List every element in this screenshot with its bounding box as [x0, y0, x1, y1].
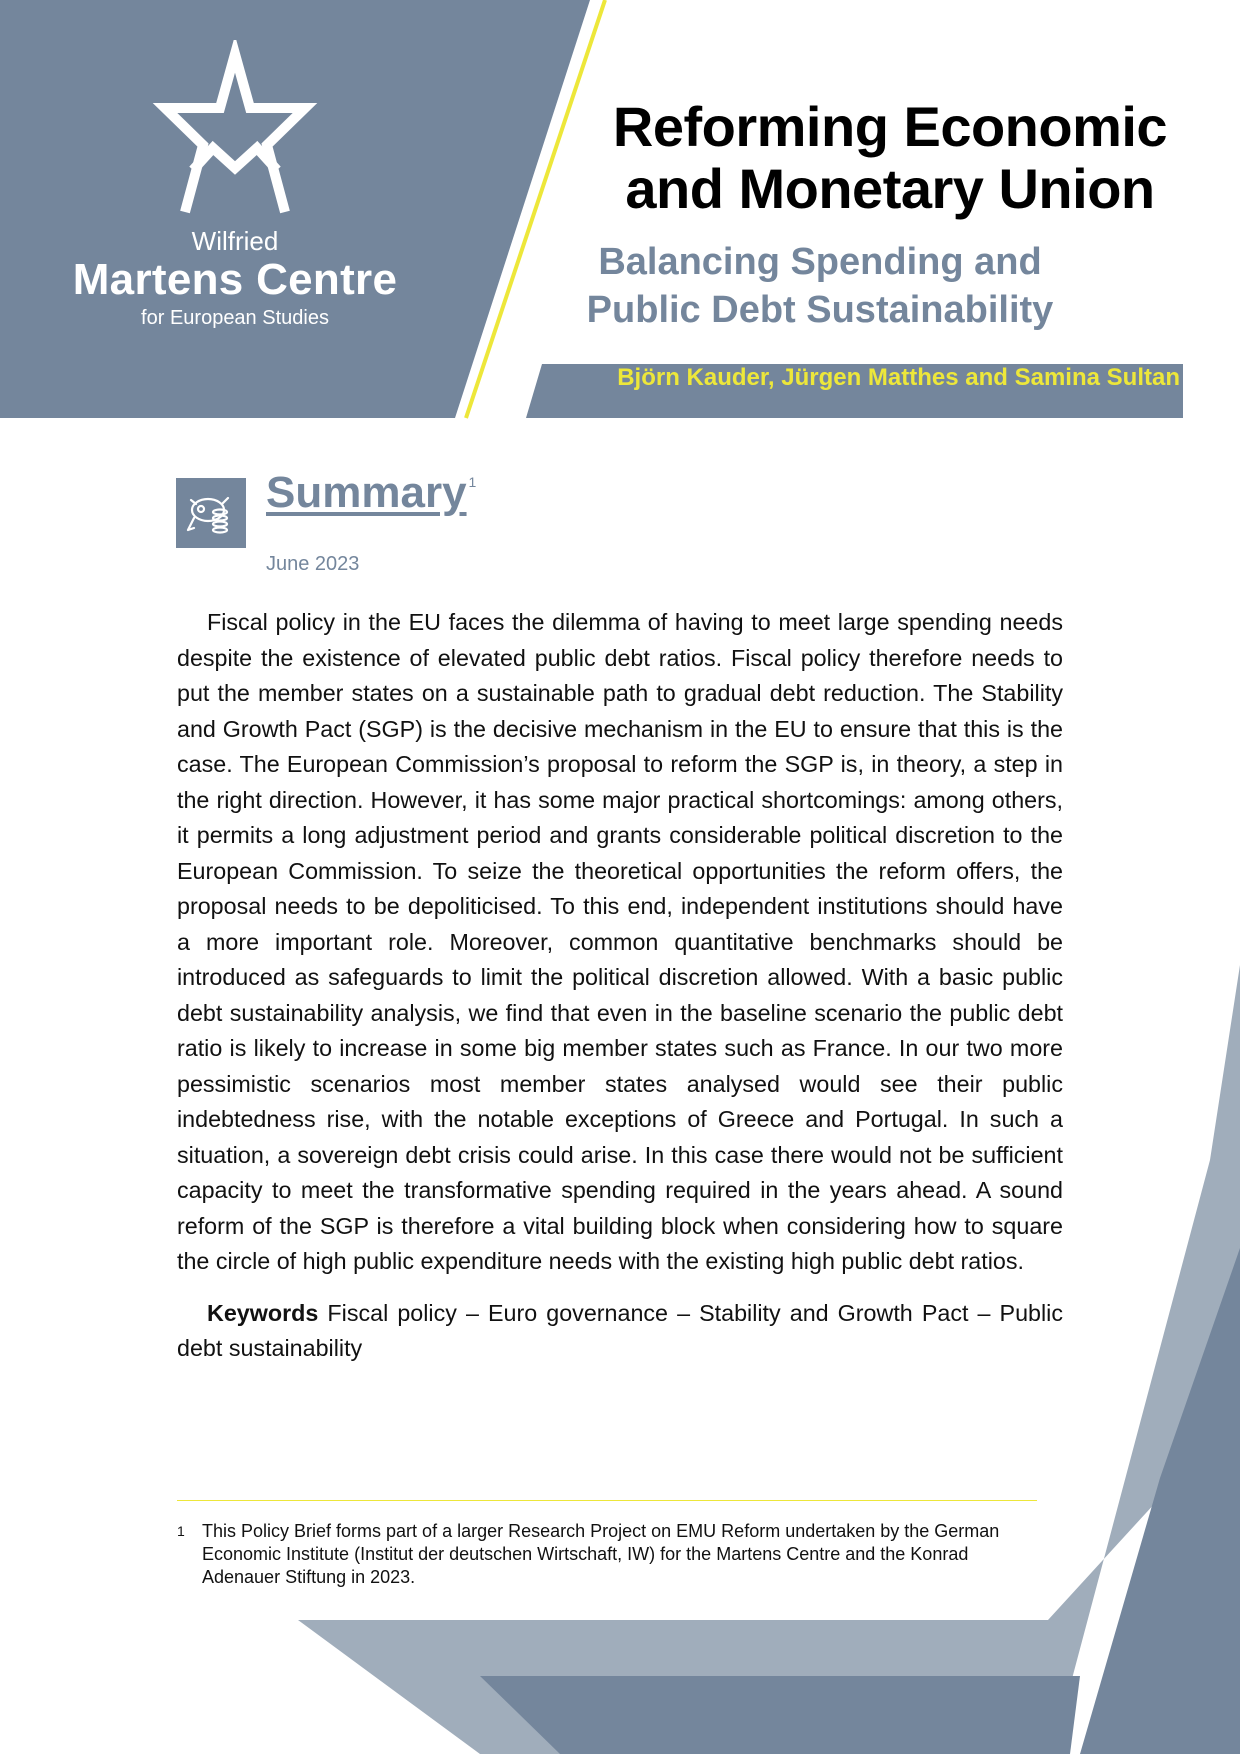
- keywords-paragraph: [177, 1296, 1063, 1367]
- summary-paragraph: Fiscal policy in the EU faces the dilemma of having to meet large spending needs despite the existence of elevated public debt ratios. Fiscal policy therefore needs to put the member states on a sustainable path to gradual debt reduction. The Stability and Growth Pact (SGP) is the decisive mechanism in the EU to ensure that this is the case. The European Commission’s proposal to reform the SGP is, in theory, a step in the right direction. However, it has some major practical shortcomings: among others, it permits a long adjustment period and grants considerable political discretion to the European Commission. To seize the theoretical opportunities the reform offers, the proposal needs to be depoliticised. To this end, independent institutions should have a more important role. Moreover, common quantitative benchmarks should be introduced as safeguards to limit the political discretion allowed. With a basic public debt sustainability analysis, we find that even in the baseline scenario the public debt ratio is likely to increase in some big member states such as France. In our two more pessimistic scenarios most member states analysed would see their public indebtedness rise, with the notable exceptions of Greece and Portugal. In such a situation, a sovereign debt crisis could arise. In this case there would not be sufficient capacity to meet the transformative spending required in the years ahead. A sound reform of the SGP is therefore a vital building block when considering how to square the circle of high public expenditure needs with the existing high public debt ratios.: [177, 609, 1063, 1274]
- corner-slate-shape: [1080, 1248, 1240, 1754]
- brand-line-2: Martens Centre: [72, 255, 398, 304]
- summary-heading-text: Summary: [266, 468, 467, 517]
- subtitle-line-1: Balancing Spending and: [598, 241, 1042, 283]
- subtitle-line-2: Public Debt Sustainability: [586, 289, 1054, 331]
- bottom-slate-shape: [480, 1676, 1080, 1754]
- star-logo-icon: [135, 40, 335, 220]
- martens-centre-logo: [40, 40, 430, 330]
- authors: Björn Kauder, Jürgen Matthes and Samina Sultan: [617, 364, 1180, 391]
- summary-heading: [266, 468, 476, 518]
- footnote-reference[interactable]: 1: [468, 474, 477, 490]
- brand-line-1: Wilfried: [191, 226, 279, 256]
- footnote-text: This Policy Brief forms part of a larger Research Project on EMU Reform undertaken by the German Economic Institute (Institut der deutschen Wirtschaft, IW) for the Martens Centre and the Konrad Adenauer Stiftung in 2023.: [202, 1521, 1000, 1587]
- keywords-label: Keywords: [207, 1299, 319, 1326]
- publication-date: June 2023: [266, 553, 360, 575]
- document-subtitle: [540, 238, 1100, 334]
- footnote-divider: [177, 1500, 1037, 1501]
- summary-body: [177, 605, 1063, 1367]
- footnote-mark: 1: [177, 1523, 185, 1539]
- piggy-bank-coins-icon: [176, 478, 246, 548]
- brand-line-3: for European Studies: [141, 307, 329, 329]
- document-title: Reforming Economic and Monetary Union: [612, 95, 1168, 220]
- keywords-text: Fiscal policy – Euro governance – Stability and Growth Pact – Public debt sustainability: [177, 1299, 1063, 1361]
- footnote: [177, 1520, 1032, 1589]
